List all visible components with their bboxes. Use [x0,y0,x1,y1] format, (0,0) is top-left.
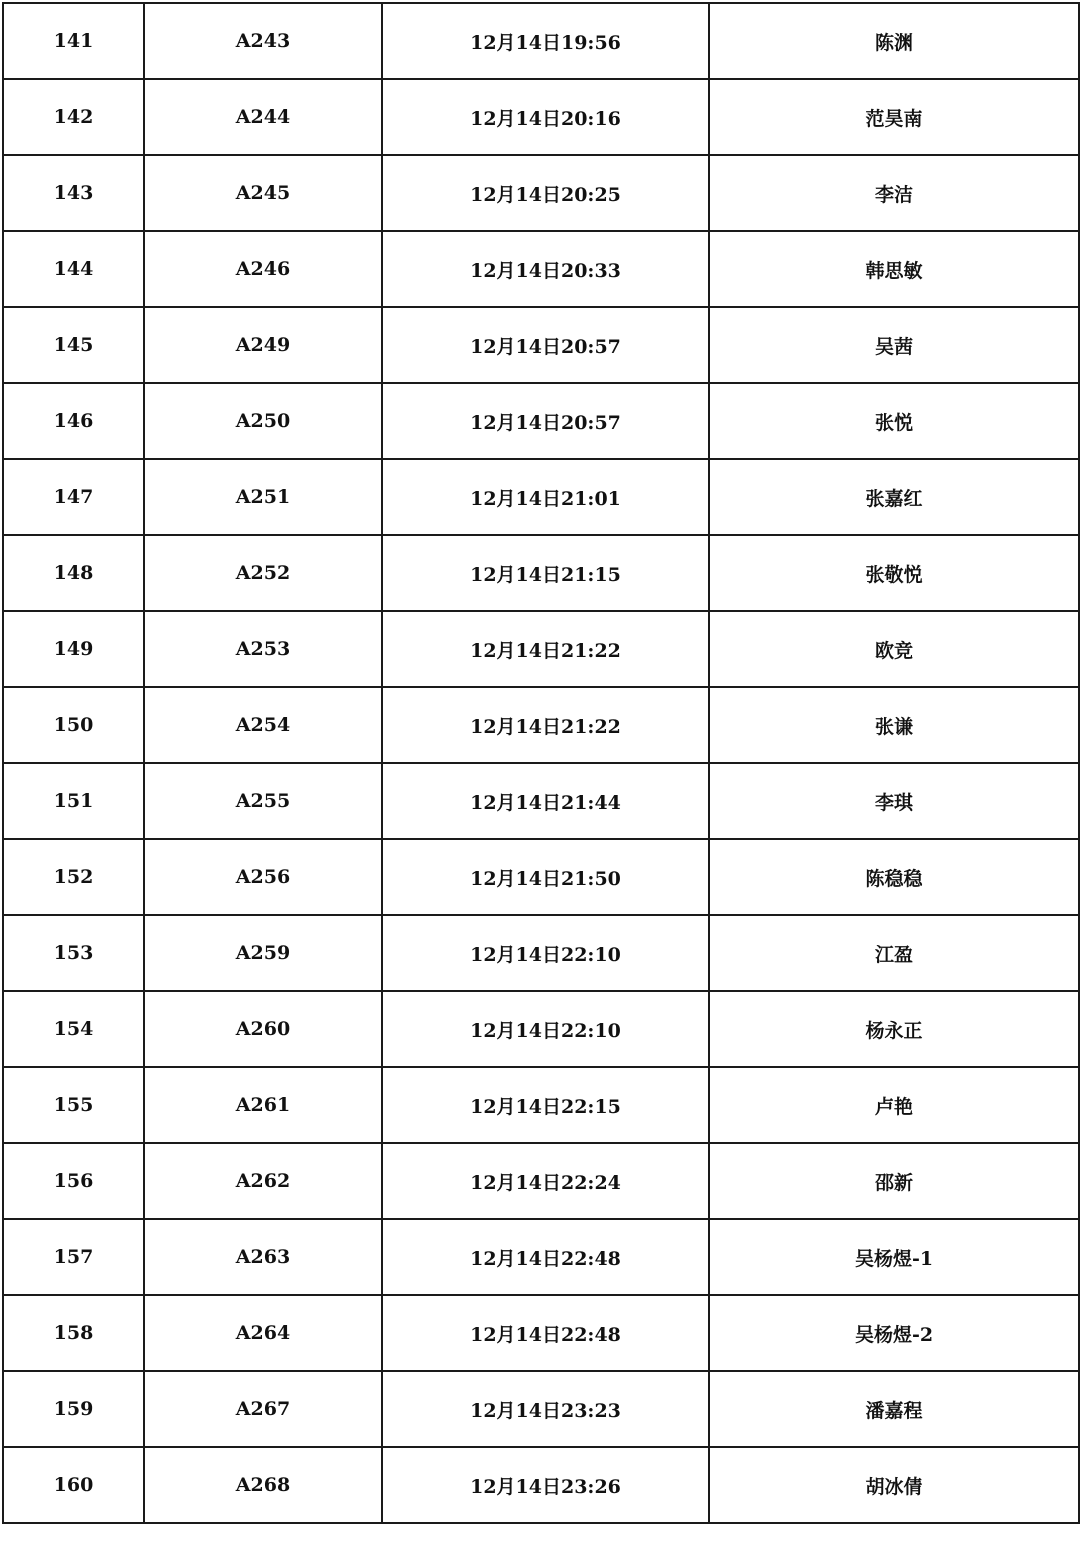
person-name-cell: 陈渊 [709,3,1079,79]
table-row [3,1447,1079,1523]
record-time-cell: 12月14日23:26 [382,1447,709,1523]
row-number-cell: 159 [3,1371,144,1447]
person-name-cell: 韩思敏 [709,231,1079,307]
record-code-cell: A256 [144,839,382,915]
person-name-cell: 张嘉红 [709,459,1079,535]
table-row [3,1219,1079,1295]
row-number-cell: 147 [3,459,144,535]
row-number-cell: 145 [3,307,144,383]
row-number-cell: 152 [3,839,144,915]
table-row [3,155,1079,231]
table-row [3,1295,1079,1371]
record-time-cell: 12月14日21:22 [382,611,709,687]
row-number-cell: 143 [3,155,144,231]
record-code-cell: A249 [144,307,382,383]
table-row [3,459,1079,535]
person-name-cell: 李琪 [709,763,1079,839]
record-code-cell: A260 [144,991,382,1067]
person-name-cell: 吴杨煜-1 [709,1219,1079,1295]
record-time-cell: 12月14日21:22 [382,687,709,763]
row-number-cell: 141 [3,3,144,79]
records-table [2,2,1080,1524]
record-time-cell: 12月14日20:16 [382,79,709,155]
record-code-cell: A246 [144,231,382,307]
table-row [3,1371,1079,1447]
row-number-cell: 157 [3,1219,144,1295]
person-name-cell: 潘嘉程 [709,1371,1079,1447]
record-code-cell: A255 [144,763,382,839]
record-code-cell: A250 [144,383,382,459]
record-code-cell: A251 [144,459,382,535]
row-number-cell: 160 [3,1447,144,1523]
person-name-cell: 胡冰倩 [709,1447,1079,1523]
record-time-cell: 12月14日21:44 [382,763,709,839]
person-name-cell: 杨永正 [709,991,1079,1067]
record-code-cell: A261 [144,1067,382,1143]
row-number-cell: 148 [3,535,144,611]
person-name-cell: 张悦 [709,383,1079,459]
person-name-cell: 吴杨煜-2 [709,1295,1079,1371]
person-name-cell: 张谦 [709,687,1079,763]
records-body [3,3,1079,1523]
record-time-cell: 12月14日21:15 [382,535,709,611]
table-row [3,687,1079,763]
row-number-cell: 144 [3,231,144,307]
record-time-cell: 12月14日20:25 [382,155,709,231]
row-number-cell: 154 [3,991,144,1067]
record-code-cell: A243 [144,3,382,79]
table-row [3,1067,1079,1143]
table-row [3,307,1079,383]
person-name-cell: 邵新 [709,1143,1079,1219]
table-row [3,79,1079,155]
table-row [3,383,1079,459]
row-number-cell: 150 [3,687,144,763]
record-code-cell: A263 [144,1219,382,1295]
table-row [3,611,1079,687]
table-row [3,3,1079,79]
record-code-cell: A267 [144,1371,382,1447]
person-name-cell: 范昊南 [709,79,1079,155]
row-number-cell: 142 [3,79,144,155]
record-time-cell: 12月14日22:10 [382,991,709,1067]
record-code-cell: A268 [144,1447,382,1523]
record-code-cell: A244 [144,79,382,155]
row-number-cell: 158 [3,1295,144,1371]
table-row [3,231,1079,307]
record-time-cell: 12月14日22:48 [382,1295,709,1371]
record-time-cell: 12月14日20:57 [382,307,709,383]
record-time-cell: 12月14日21:01 [382,459,709,535]
table-row [3,1143,1079,1219]
person-name-cell: 陈稳稳 [709,839,1079,915]
record-code-cell: A252 [144,535,382,611]
record-code-cell: A253 [144,611,382,687]
record-time-cell: 12月14日20:57 [382,383,709,459]
record-time-cell: 12月14日23:23 [382,1371,709,1447]
record-time-cell: 12月14日22:48 [382,1219,709,1295]
record-time-cell: 12月14日20:33 [382,231,709,307]
table-row [3,915,1079,991]
record-time-cell: 12月14日19:56 [382,3,709,79]
record-time-cell: 12月14日22:24 [382,1143,709,1219]
person-name-cell: 张敬悦 [709,535,1079,611]
person-name-cell: 江盈 [709,915,1079,991]
record-code-cell: A245 [144,155,382,231]
record-time-cell: 12月14日22:15 [382,1067,709,1143]
person-name-cell: 李洁 [709,155,1079,231]
record-code-cell: A259 [144,915,382,991]
record-code-cell: A254 [144,687,382,763]
row-number-cell: 151 [3,763,144,839]
row-number-cell: 156 [3,1143,144,1219]
person-name-cell: 欧竞 [709,611,1079,687]
row-number-cell: 146 [3,383,144,459]
record-time-cell: 12月14日21:50 [382,839,709,915]
record-code-cell: A264 [144,1295,382,1371]
row-number-cell: 153 [3,915,144,991]
table-row [3,991,1079,1067]
person-name-cell: 卢艳 [709,1067,1079,1143]
person-name-cell: 吴茜 [709,307,1079,383]
record-time-cell: 12月14日22:10 [382,915,709,991]
record-code-cell: A262 [144,1143,382,1219]
row-number-cell: 149 [3,611,144,687]
table-row [3,839,1079,915]
table-row [3,763,1079,839]
row-number-cell: 155 [3,1067,144,1143]
table-row [3,535,1079,611]
